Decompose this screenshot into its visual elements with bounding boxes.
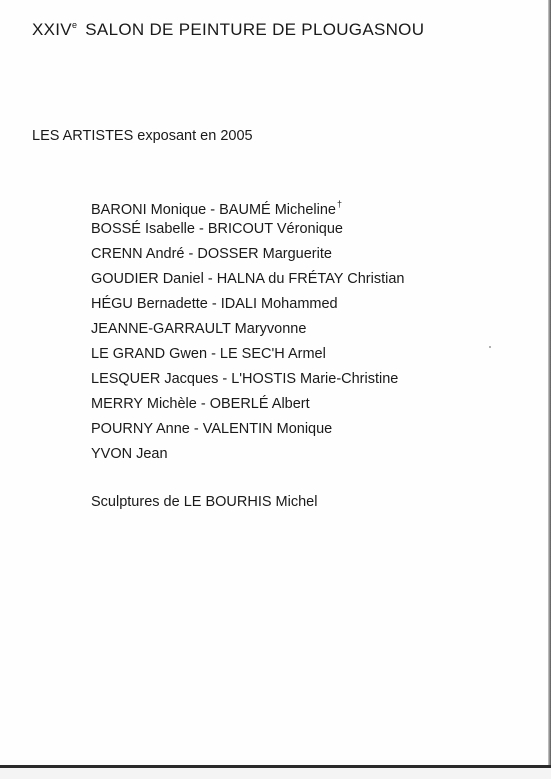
scan-speck	[489, 346, 491, 348]
list-item: MERRY Michèle - OBERLÉ Albert	[91, 396, 310, 412]
title-superscript: e	[71, 20, 78, 30]
list-item: LE GRAND Gwen - LE SEC'H Armel	[91, 346, 326, 362]
title-numeral: XXIV	[32, 20, 72, 39]
list-item: BOSSÉ Isabelle - BRICOUT Véronique	[91, 221, 343, 237]
list-item: GOUDIER Daniel - HALNA du FRÉTAY Christian	[91, 271, 405, 287]
list-item: CRENN André - DOSSER Marguerite	[91, 246, 332, 262]
scan-bottom-strip	[0, 768, 551, 779]
artists-heading: LES ARTISTES exposant en 2005	[32, 128, 253, 144]
list-item: LESQUER Jacques - L'HOSTIS Marie-Christine	[91, 371, 399, 387]
list-item: JEANNE-GARRAULT Maryvonne	[91, 321, 307, 337]
list-item: POURNY Anne - VALENTIN Monique	[91, 421, 333, 437]
sculptures-line: Sculptures de LE BOURHIS Michel	[91, 494, 318, 510]
list-item	[91, 192, 404, 217]
dagger-mark: †	[336, 199, 342, 209]
artists-list	[91, 192, 404, 467]
list-item: HÉGU Bernadette - IDALI Mohammed	[91, 296, 338, 312]
artist-names: BARONI Monique - BAUMÉ Micheline	[91, 202, 336, 218]
list-item: YVON Jean	[91, 446, 168, 462]
page-title	[32, 20, 424, 40]
title-text: SALON DE PEINTURE DE PLOUGASNOU	[85, 20, 425, 39]
